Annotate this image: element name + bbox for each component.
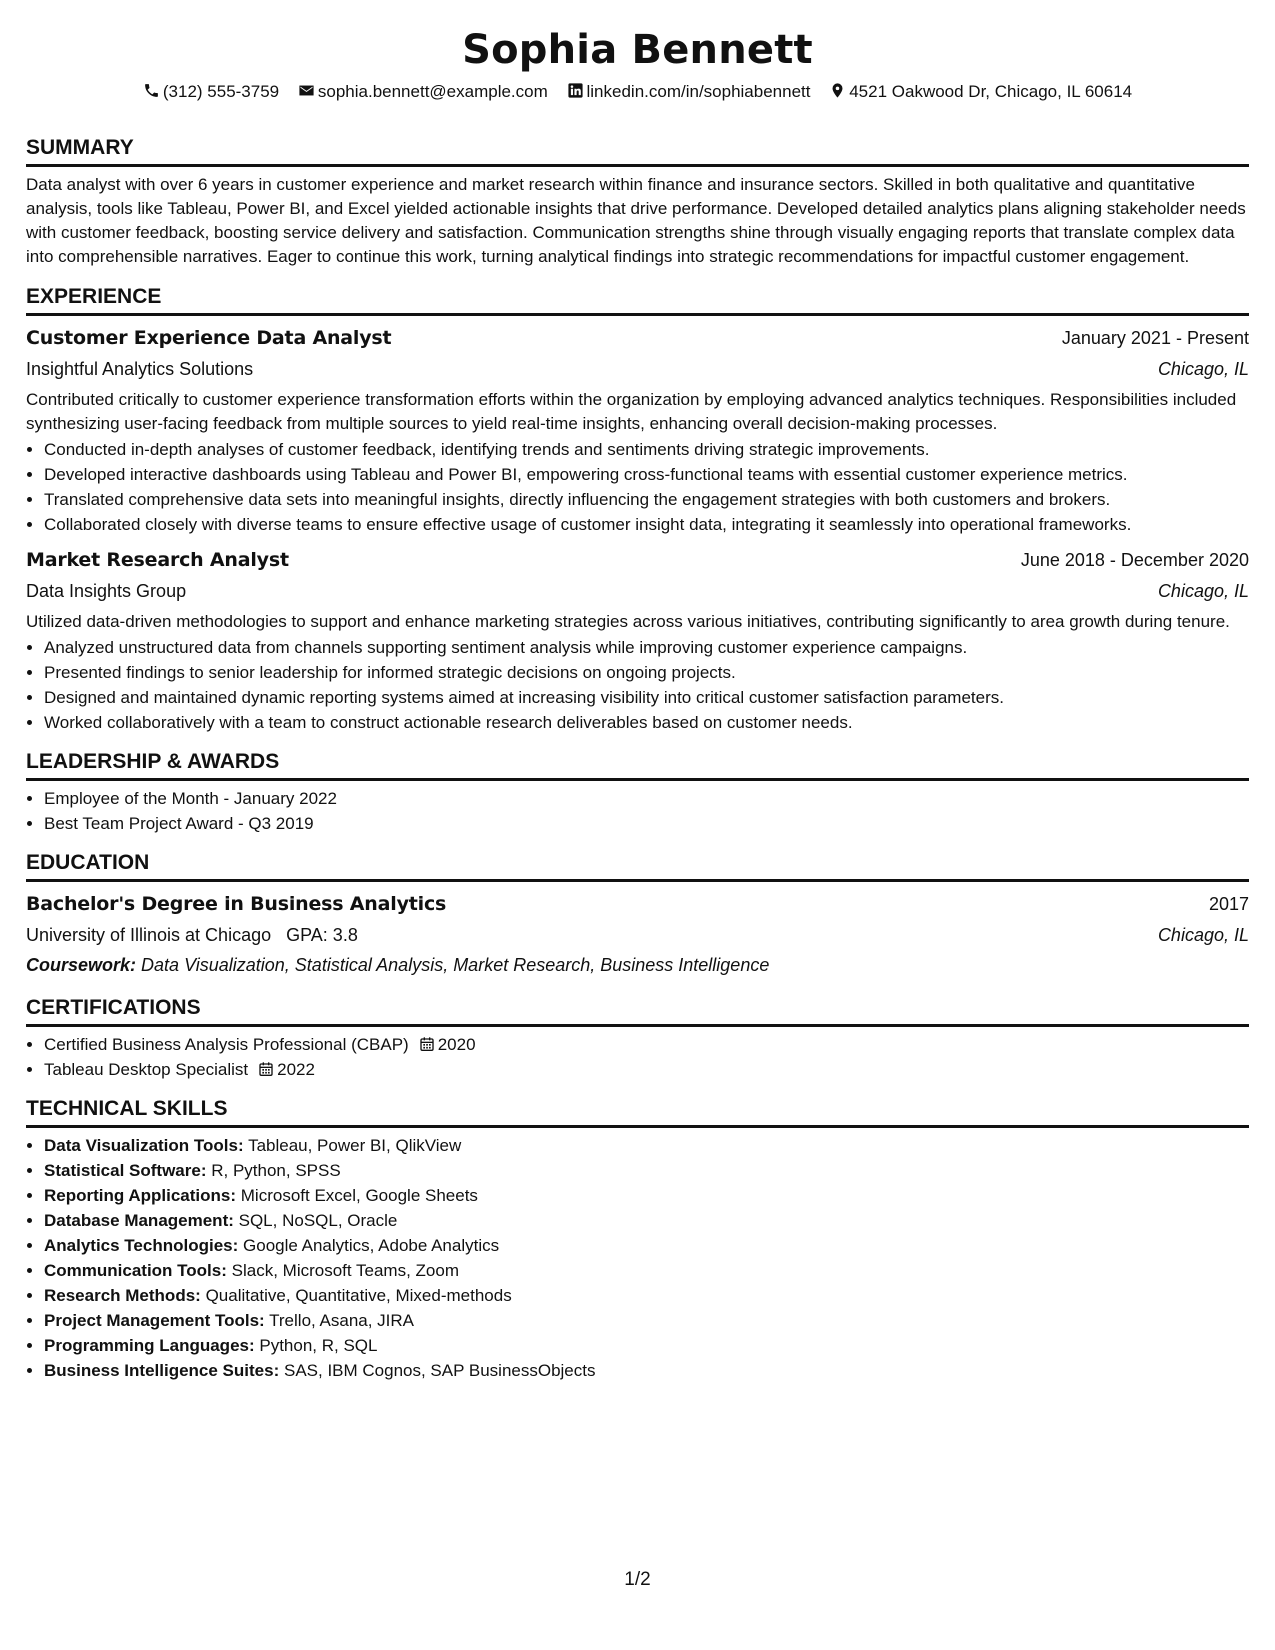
education-title: EDUCATION <box>26 849 1249 882</box>
calendar-icon <box>258 1061 274 1077</box>
list-item: • Developed interactive dashboards using Tableau and Power BI, empowering cross-functional teams with essential customer experience metrics. <box>44 463 1249 486</box>
education-section <box>26 849 1249 980</box>
job-entry <box>26 544 1249 734</box>
calendar-icon <box>419 1036 435 1052</box>
contact-line <box>26 80 1249 104</box>
job-bullets <box>26 438 1249 536</box>
list-item <box>44 1159 1249 1183</box>
list-item <box>44 1058 1249 1081</box>
skills-title: TECHNICAL SKILLS <box>26 1095 1249 1128</box>
list-item: • Collaborated closely with diverse teams to ensure effective usage of customer insight data, integrating it seamlessly into operational frameworks. <box>44 513 1249 536</box>
school-name: University of Illinois at Chicago <box>26 925 272 945</box>
summary-section <box>26 134 1249 269</box>
contact-linkedin[interactable] <box>567 80 811 104</box>
skill-label: Research Methods: <box>44 1286 201 1305</box>
certifications-title: CERTIFICATIONS <box>26 994 1249 1027</box>
skill-value: SQL, NoSQL, Oracle <box>238 1211 398 1230</box>
resume-page <box>26 18 1249 1384</box>
skill-value: R, Python, SPSS <box>211 1161 341 1180</box>
skill-label: Database Management: <box>44 1211 234 1230</box>
skill-value: Trello, Asana, JIRA <box>269 1311 415 1330</box>
contact-email[interactable] <box>298 80 548 104</box>
skill-value: Tableau, Power BI, QlikView <box>248 1136 462 1155</box>
list-item <box>44 1284 1249 1308</box>
linkedin-url: linkedin.com/in/sophiabennett <box>586 82 811 101</box>
list-item: • Designed and maintained dynamic reporting systems aimed at increasing visibility into critical customer satisfaction parameters. <box>44 686 1249 709</box>
skill-label: Business Intelligence Suites: <box>44 1361 280 1380</box>
graduation-year: 2017 <box>1208 894 1249 914</box>
skills-section <box>26 1095 1249 1383</box>
list-item: • Translated comprehensive data sets into meaningful insights, directly influencing the engagement strategies with both customers and brokers. <box>44 488 1249 511</box>
job-description: Utilized data-driven methodologies to support and enhance marketing strategies across various initiatives, contributing significantly to area growth during tenure. <box>26 612 1230 631</box>
skill-label: Communication Tools: <box>44 1261 227 1280</box>
summary-text: Data analyst with over 6 years in customer experience and market research within finance and insurance sectors. Skilled in both qualitative and quantitative analysis, tools like Tableau, Power BI, and Excel yielded actionable insights that drive performance. Developed detailed analytics plans aligning stakeholder needs with customer feedback, boosting service delivery and satisfaction. Communication strengths shine through visually engaging reports that translate complex data into comprehensible narratives. Eager to continue this work, turning analytical findings into strategic recommendations for impactful customer engagement. <box>26 175 1246 266</box>
experience-section <box>26 283 1249 734</box>
job-dates: January 2021 - Present <box>1061 328 1249 348</box>
email-address: sophia.bennett@example.com <box>317 82 548 101</box>
job-title: Market Research Analyst <box>26 549 289 571</box>
job-description: Contributed critically to customer experience transformation efforts within the organization by employing advanced analytics techniques. Responsibilities included synthesizing user-facing feedback from multiple sources to yield real-time insights, enhancing overall decision-making processes. <box>26 390 1237 433</box>
list-item <box>44 1309 1249 1333</box>
cert-year: 2022 <box>277 1060 315 1079</box>
degree-title: Bachelor's Degree in Business Analytics <box>26 893 447 915</box>
skill-value: Python, R, SQL <box>259 1336 378 1355</box>
job-company: Insightful Analytics Solutions <box>26 359 254 379</box>
list-item <box>44 1184 1249 1208</box>
certifications-section <box>26 994 1249 1081</box>
list-item <box>44 1359 1249 1383</box>
list-item <box>44 1033 1249 1056</box>
job-bullets <box>26 636 1249 734</box>
list-item: • Best Team Project Award - Q3 2019 <box>44 812 1249 835</box>
skill-label: Analytics Technologies: <box>44 1236 239 1255</box>
contact-address <box>829 80 1132 104</box>
awards-list <box>26 787 1249 835</box>
candidate-name: Sophia Bennett <box>462 27 813 73</box>
job-title: Customer Experience Data Analyst <box>26 327 392 349</box>
list-item <box>44 1209 1249 1233</box>
school-location: Chicago, IL <box>1157 925 1249 945</box>
skill-value: Google Analytics, Adobe Analytics <box>243 1236 500 1255</box>
list-item: • Analyzed unstructured data from channels supporting sentiment analysis while improving customer experience campaigns. <box>44 636 1249 659</box>
page-number: 1/2 <box>624 1569 651 1590</box>
map-pin-icon <box>829 82 846 99</box>
awards-section <box>26 748 1249 835</box>
coursework-list: Data Visualization, Statistical Analysis, Market Research, Business Intelligence <box>141 955 770 975</box>
list-item <box>44 1134 1249 1158</box>
skill-value: SAS, IBM Cognos, SAP BusinessObjects <box>283 1361 596 1380</box>
envelope-icon <box>298 82 315 99</box>
list-item: • Presented findings to senior leadership for informed strategic decisions on ongoing projects. <box>44 661 1249 684</box>
skill-label: Project Management Tools: <box>44 1311 265 1330</box>
list-item: • Conducted in-depth analyses of customer feedback, identifying trends and sentiments driving strategic improvements. <box>44 438 1249 461</box>
cert-name: Tableau Desktop Specialist <box>44 1060 249 1079</box>
list-item: • Employee of the Month - January 2022 <box>44 787 1249 810</box>
list-item <box>44 1334 1249 1358</box>
cert-name: Certified Business Analysis Professional (CBAP) <box>44 1035 409 1054</box>
skill-label: Statistical Software: <box>44 1161 207 1180</box>
certifications-list <box>26 1033 1249 1081</box>
coursework <box>26 950 1249 980</box>
list-item <box>44 1259 1249 1283</box>
list-item: • Worked collaboratively with a team to construct actionable research deliverables based on customer needs. <box>44 711 1249 734</box>
gpa: GPA: 3.8 <box>286 925 358 945</box>
job-entry <box>26 322 1249 536</box>
coursework-label: Coursework: <box>26 955 137 975</box>
linkedin-icon <box>567 82 584 99</box>
phone-icon <box>143 82 160 99</box>
cert-year: 2020 <box>437 1035 476 1054</box>
street-address: 4521 Oakwood Dr, Chicago, IL 60614 <box>849 82 1133 101</box>
job-location: Chicago, IL <box>1157 581 1249 601</box>
awards-title: LEADERSHIP & AWARDS <box>26 748 1249 781</box>
skills-list <box>26 1134 1249 1383</box>
skill-value: Slack, Microsoft Teams, Zoom <box>231 1261 459 1280</box>
summary-title: SUMMARY <box>26 134 1249 167</box>
phone-number: (312) 555-3759 <box>162 82 280 101</box>
skill-value: Qualitative, Quantitative, Mixed-methods <box>205 1286 512 1305</box>
list-item <box>44 1234 1249 1258</box>
contact-phone <box>143 80 279 104</box>
job-location: Chicago, IL <box>1157 359 1249 379</box>
skill-value: Microsoft Excel, Google Sheets <box>240 1186 478 1205</box>
skill-label: Programming Languages: <box>44 1336 255 1355</box>
skill-label: Reporting Applications: <box>44 1186 237 1205</box>
skill-label: Data Visualization Tools: <box>44 1136 244 1155</box>
experience-title: EXPERIENCE <box>26 283 1249 316</box>
job-dates: June 2018 - December 2020 <box>1020 550 1249 570</box>
job-company: Data Insights Group <box>26 581 187 601</box>
